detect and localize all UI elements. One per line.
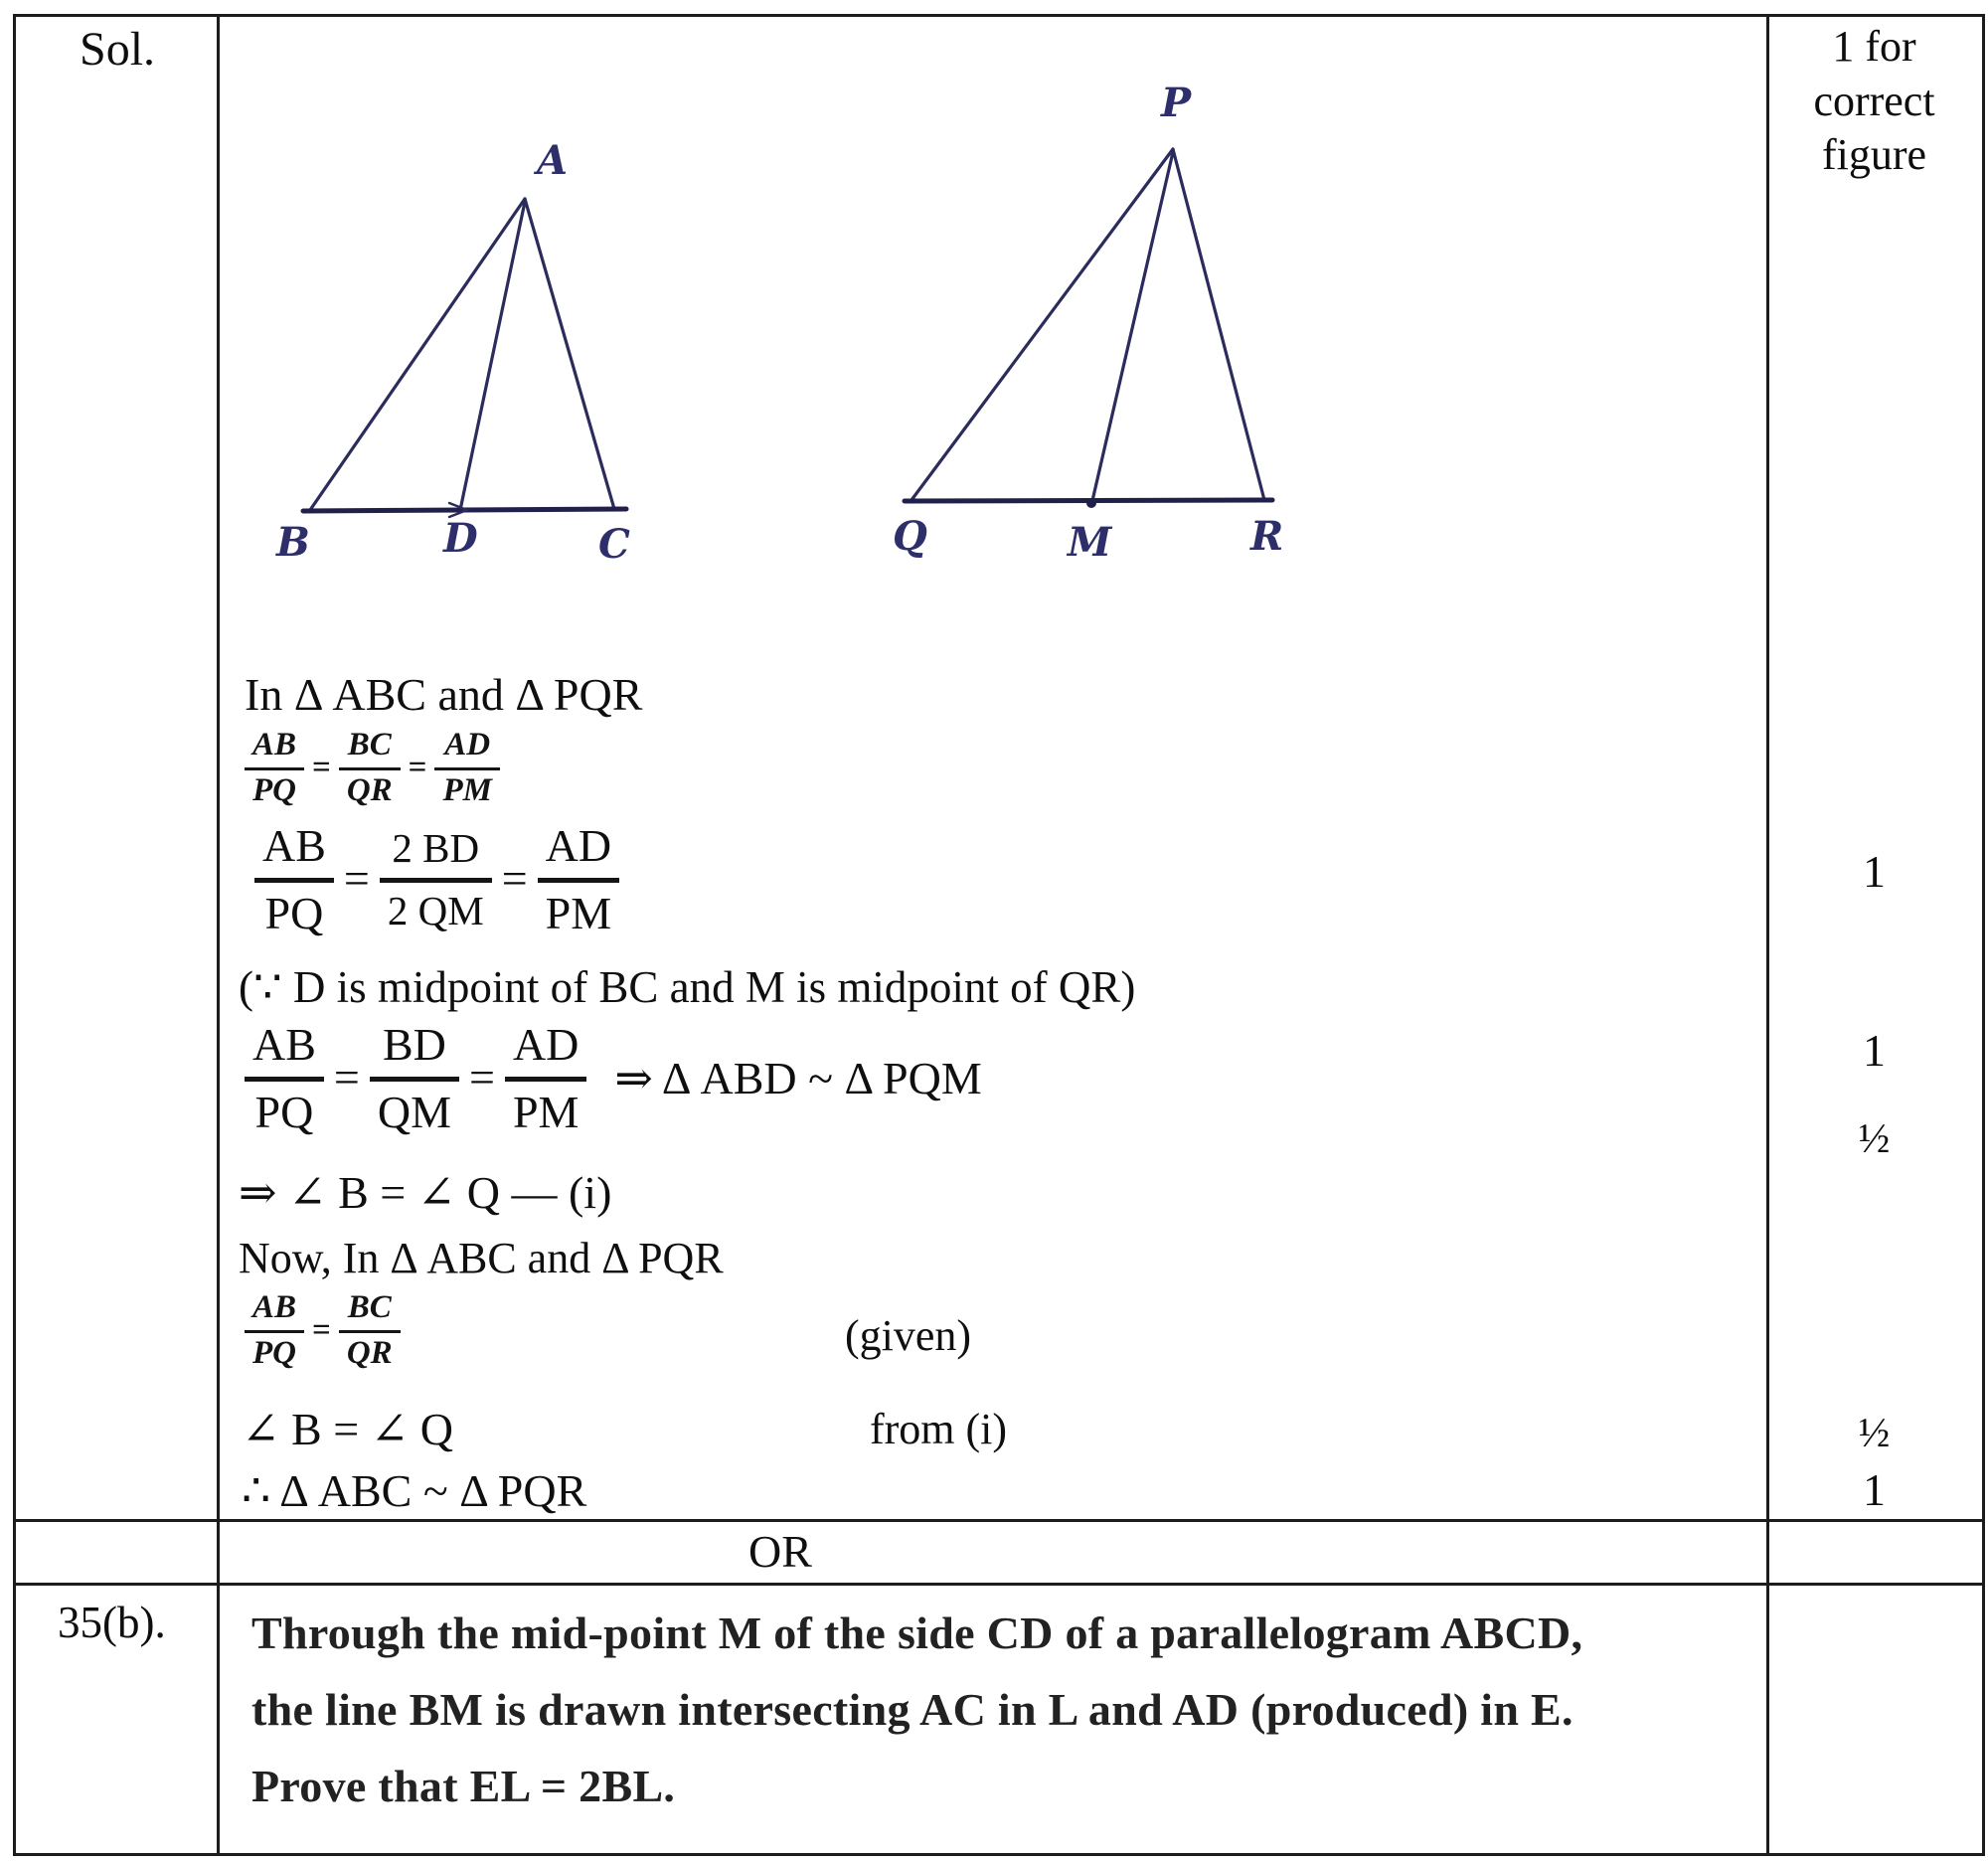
now-in-triangles-line: Now, In Δ ABC and Δ PQR [239,1234,724,1282]
fraction-2bd-2qm: $\frac{2 BD}{2 QM}$ [380,822,492,934]
equation-ratio-given2 [245,1288,401,1372]
mark-5: 1 [1863,1464,1886,1515]
vertex-label-a: A [537,137,569,184]
mark-3: ½ [1858,1116,1891,1162]
vertex-label-r: R [1250,513,1284,560]
fraction-ab-pq: $\frac{AB}{PQ}$ [245,1016,324,1138]
vertex-label-c: C [598,521,630,568]
vertex-label-d: D [443,515,478,562]
table-border-left [13,14,16,1856]
or-separator-label: OR [748,1526,812,1577]
question-line-3: Prove that EL = 2BL. [251,1761,676,1811]
angle-equality-line: ∠ B = ∠ Q [242,1404,453,1454]
question-line-1: Through the mid-point M of the side CD of a parallelogram ABCD, [251,1607,1583,1658]
fraction-ad-pm: $\frac{AD}{PM}$ [538,817,619,939]
fraction-ab-pq: $\frac{AB}{PQ}$ [245,726,304,809]
solution-label: Sol. [80,23,156,76]
vertex-label-p: P [1161,80,1192,126]
solution-intro-line: In Δ ABC and Δ PQR [245,669,643,720]
triangles-figure [229,70,1372,587]
mark-1: 1 [1863,846,1886,897]
equals-sign: = [343,853,370,904]
equals-sign: = [312,1311,331,1348]
mark-4: ½ [1858,1411,1891,1456]
midpoint-reason-line: (∵ D is midpoint of BC and M is midpoint of QR) [239,962,1136,1012]
fraction-ad-pm: $\frac{AD}{PM}$ [505,1016,586,1138]
fraction-ab-pq: $\frac{AB}{PQ}$ [245,1288,304,1372]
table-divider-col2 [1766,14,1769,1856]
equals-sign: = [408,749,427,785]
equals-sign: = [333,1052,360,1102]
mark-2: 1 [1863,1025,1886,1076]
equation-ratio-bd-similarity [245,1016,982,1138]
table-border-right [1982,14,1985,1856]
fraction-ad-pm: $\frac{AD}{PM}$ [434,726,500,809]
mark-figure-note-text: 1 for correct figure [1813,22,1935,180]
equals-sign: = [312,749,331,785]
given-annotation: (given) [845,1311,972,1360]
table-divider-row2 [13,1583,1985,1586]
table-divider-col1 [217,14,220,1856]
fraction-bc-qr: $\frac{BC}{QR}$ [339,1288,401,1372]
vertex-label-q: Q [893,513,927,560]
question-line-2: the line BM is drawn intersecting AC in L and AD (produced) in E. [251,1684,1574,1735]
vertex-label-m: M [1068,519,1112,566]
triangle-abc [303,199,626,517]
equation-ratio-given [245,726,500,809]
table-border-bottom [13,1853,1985,1856]
mark-figure-note [1766,20,1982,183]
therefore-similarity-line: ∴ Δ ABC ~ Δ PQR [242,1465,587,1516]
table-border-top [13,14,1985,17]
question-number-label: 35(b). [58,1598,166,1647]
vertex-label-b: B [276,519,310,566]
fraction-bc-qr: $\frac{BC}{QR}$ [339,726,401,809]
equals-sign: = [468,1052,495,1102]
triangle-pqr [905,149,1272,508]
from-i-annotation: from (i) [870,1405,1008,1453]
fraction-bd-qm: $\frac{BD}{QM}$ [370,1016,459,1138]
equals-sign: = [501,853,528,904]
angle-equality-i-line: ⇒ ∠ B = ∠ Q — (i) [239,1167,612,1218]
fraction-ab-pq: $\frac{AB}{PQ}$ [254,817,334,939]
similarity-abd-pqm: ⇒ Δ ABD ~ Δ PQM [614,1052,982,1103]
equation-ratio-2bd [254,817,619,939]
table-divider-row1 [13,1519,1985,1522]
